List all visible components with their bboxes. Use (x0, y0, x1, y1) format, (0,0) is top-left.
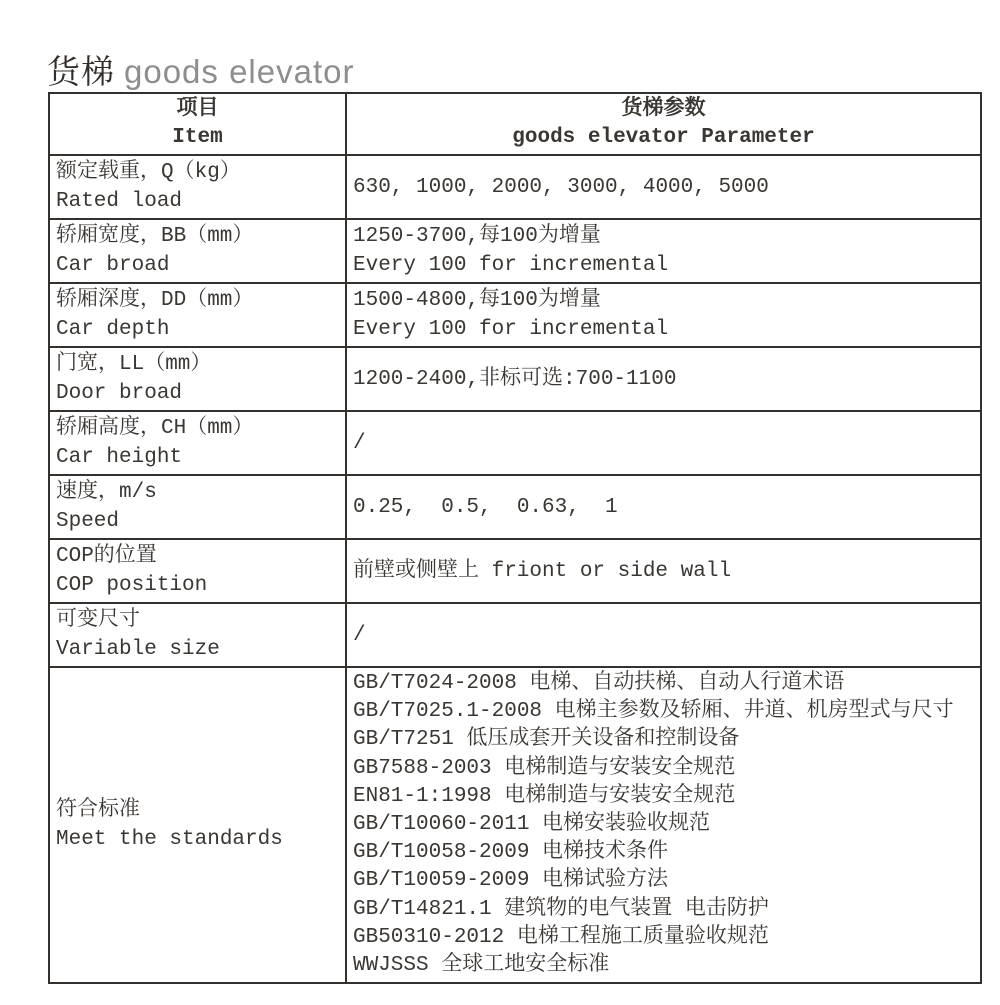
page-title-zh: 货梯 (47, 53, 115, 91)
value-cell-car-depth (346, 283, 981, 347)
table-row-variable-size (49, 603, 981, 667)
table-row-car-broad (49, 219, 981, 283)
standard-line: GB/T7024-2008 电梯、自动扶梯、自动人行道术语 (353, 672, 845, 695)
table-row-car-depth (49, 283, 981, 347)
table-row-standards (49, 667, 981, 983)
item-label-en: Rated load (56, 190, 183, 213)
header-item-zh: 项目 (176, 98, 219, 121)
table-row-car-height (49, 411, 981, 475)
value-line: / (353, 431, 366, 455)
item-cell-speed (49, 475, 346, 539)
standard-line: EN81-1:1998 电梯制造与安装安全规范 (353, 784, 736, 808)
spec-table (48, 92, 982, 984)
header-param-en: goods elevator Parameter (512, 126, 815, 149)
standard-line: GB/T14821.1 建筑物的电气装置 电击防护 (353, 897, 769, 921)
table-row-door-broad (49, 347, 981, 411)
table-header-row (49, 93, 981, 155)
value-cell-car-height (346, 411, 981, 475)
value-cell-cop-position (346, 539, 981, 603)
value-line: 0.25, 0.5, 0.63, 1 (353, 495, 618, 519)
table-row-cop-position (49, 539, 981, 603)
header-param-zh: 货梯参数 (621, 98, 706, 121)
value-line: 630, 1000, 2000, 3000, 4000, 5000 (353, 175, 769, 199)
item-label-zh: 符合标准 (56, 799, 140, 823)
value-cell-rated-load (346, 155, 981, 219)
item-label-en: Variable size (56, 638, 220, 661)
item-label-zh: 门宽，LL（mm） (56, 353, 212, 376)
item-label-zh: COP的位置 (56, 545, 157, 568)
page-title-en: goods elevator (124, 53, 355, 91)
item-label-en: Door broad (56, 382, 183, 405)
value-cell-standards (346, 667, 981, 983)
standard-line: GB/T10060-2011 电梯安装验收规范 (353, 813, 711, 837)
item-label-zh: 轿厢高度，CH（mm） (56, 417, 254, 440)
standard-line: GB/T7025.1-2008 电梯主参数及轿厢、井道、机房型式与尺寸 (353, 700, 954, 724)
item-label-en: Speed (56, 510, 120, 533)
item-label-zh: 速度，m/s (56, 481, 157, 504)
item-cell-car-height (49, 411, 346, 475)
value-cell-door-broad (346, 347, 981, 411)
value-line: Every 100 for incremental (353, 254, 669, 277)
table-row-speed (49, 475, 981, 539)
item-cell-rated-load (49, 155, 346, 219)
item-label-zh: 可变尺寸 (56, 609, 140, 632)
header-cell-parameter (346, 93, 981, 155)
item-cell-standards (49, 667, 346, 983)
item-label-en: Meet the standards (56, 828, 283, 852)
value-line: 1250-3700,每100为增量 (353, 225, 601, 248)
value-line: 前壁或侧壁上 friont or side wall (353, 559, 732, 583)
value-line: Every 100 for incremental (353, 318, 669, 341)
item-label-en: COP position (56, 574, 208, 597)
value-cell-speed (346, 475, 981, 539)
item-cell-door-broad (49, 347, 346, 411)
item-label-zh: 轿厢宽度，BB（mm） (56, 225, 254, 248)
standard-line: WWJSSS 全球工地安全标准 (353, 954, 610, 978)
value-cell-car-broad (346, 219, 981, 283)
item-cell-variable-size (49, 603, 346, 667)
item-cell-car-broad (49, 219, 346, 283)
item-label-en: Car broad (56, 254, 170, 277)
header-item-en: Item (172, 126, 223, 149)
item-cell-cop-position (49, 539, 346, 603)
value-line: / (353, 623, 366, 647)
value-line: 1500-4800,每100为增量 (353, 289, 601, 312)
item-cell-car-depth (49, 283, 346, 347)
header-cell-item (49, 93, 346, 155)
value-cell-variable-size (346, 603, 981, 667)
standard-line: GB/T10059-2009 电梯试验方法 (353, 869, 669, 893)
table-row-rated-load (49, 155, 981, 219)
standard-line: GB50310-2012 电梯工程施工质量验收规范 (353, 925, 769, 949)
standard-line: GB7588-2003 电梯制造与安装安全规范 (353, 756, 736, 780)
value-line: 1200-2400,非标可选:700-1100 (353, 367, 677, 391)
page-title (47, 46, 354, 93)
item-label-en: Car height (56, 446, 183, 469)
standard-line: GB/T10058-2009 电梯技术条件 (353, 841, 669, 865)
item-label-en: Car depth (56, 318, 170, 341)
item-label-zh: 额定载重，Q（kg） (56, 161, 241, 184)
standard-line: GB/T7251 低压成套开关设备和控制设备 (353, 728, 740, 752)
item-label-zh: 轿厢深度，DD（mm） (56, 289, 254, 312)
